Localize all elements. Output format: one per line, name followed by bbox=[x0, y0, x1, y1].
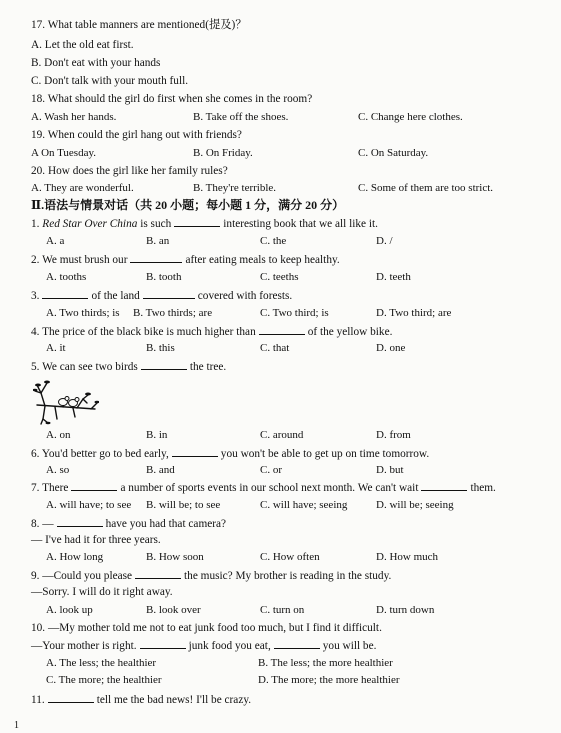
question-text-continued: of the yellow bike. bbox=[307, 326, 393, 338]
answer-blank[interactable] bbox=[57, 516, 103, 527]
answer-blank[interactable] bbox=[143, 288, 195, 299]
answer-option-q20b[interactable]: B. They're terrible. bbox=[193, 182, 277, 194]
question-text: C. Don't talk with your mouth full. bbox=[31, 75, 189, 87]
answer-blank[interactable] bbox=[71, 480, 117, 491]
answer-option-q6b[interactable]: B. and bbox=[146, 464, 175, 476]
question-text-continued: the music? My brother is reading in the study. bbox=[184, 570, 392, 582]
answer-option-q5b[interactable]: B. in bbox=[146, 429, 168, 441]
question-text: 8. — bbox=[31, 518, 54, 530]
answer-option-q9a[interactable]: A. look up bbox=[46, 604, 93, 616]
question-line-q10 bbox=[31, 621, 382, 635]
answer-option-q4d[interactable]: D. one bbox=[376, 342, 406, 354]
question-text: Ⅱ.语法与情景对话（共 20 小题；每小题 1 分，满分 20 分） bbox=[31, 198, 345, 212]
question-line-q8r bbox=[31, 533, 161, 547]
question-text-continued: have you had that camera? bbox=[105, 518, 227, 530]
answer-option-q20c[interactable]: C. Some of them are too strict. bbox=[358, 182, 494, 194]
answer-option-q10a[interactable]: A. The less; the healthier bbox=[46, 657, 157, 669]
question-line-q2 bbox=[31, 252, 340, 267]
question-text: —Sorry. I will do it right away. bbox=[31, 586, 173, 598]
question-text: —Your mother is right. bbox=[31, 640, 137, 652]
answer-blank[interactable] bbox=[421, 480, 467, 491]
answer-option-q20a[interactable]: A. They are wonderful. bbox=[31, 182, 134, 194]
answer-option-q5d[interactable]: D. from bbox=[376, 429, 411, 441]
question-text: — I've had it for three years. bbox=[31, 534, 161, 546]
question-text-continued: you will be. bbox=[322, 640, 377, 652]
answer-option-q8c[interactable]: C. How often bbox=[260, 551, 320, 563]
question-text-continued: after eating meals to keep healthy. bbox=[185, 254, 340, 266]
answer-blank[interactable] bbox=[42, 288, 88, 299]
answer-option-q7c[interactable]: C. will have; seeing bbox=[260, 499, 348, 511]
answer-option-q19a[interactable]: A On Tuesday. bbox=[31, 147, 96, 159]
question-text: 6. You'd better go to bed early, bbox=[31, 448, 169, 460]
answer-option-q3b[interactable]: B. Two thirds; are bbox=[133, 307, 213, 319]
answer-option-q6d[interactable]: D. but bbox=[376, 464, 404, 476]
question-line-q18 bbox=[31, 92, 312, 106]
question-line-q20 bbox=[31, 164, 228, 178]
answer-option-q8a[interactable]: A. How long bbox=[46, 551, 104, 563]
answer-option-q1c[interactable]: C. the bbox=[260, 235, 287, 247]
answer-option-q2c[interactable]: C. teeths bbox=[260, 271, 299, 283]
answer-option-q2a[interactable]: A. tooths bbox=[46, 271, 87, 283]
question-line-q19 bbox=[31, 128, 242, 142]
answer-option-q4c[interactable]: C. that bbox=[260, 342, 290, 354]
question-line-q9r bbox=[31, 585, 173, 599]
question-text: 5. We can see two birds bbox=[31, 361, 138, 373]
question-text: 4. The price of the black bike is much higher than bbox=[31, 326, 256, 338]
question-line-q9 bbox=[31, 568, 391, 583]
answer-option-q6a[interactable]: A. so bbox=[46, 464, 70, 476]
answer-blank[interactable] bbox=[174, 216, 220, 227]
answer-option-q9d[interactable]: D. turn down bbox=[376, 604, 435, 616]
answer-blank[interactable] bbox=[48, 692, 94, 703]
answer-option-q18c[interactable]: C. Change here clothes. bbox=[358, 111, 463, 123]
question-text: B. Don't eat with your hands bbox=[31, 57, 161, 69]
answer-option-q1a[interactable]: A. a bbox=[46, 235, 65, 247]
question-text-continued: a number of sports events in our school next month. We can't wait bbox=[120, 482, 419, 494]
question-text: 18. What should the girl do first when she comes in the room? bbox=[31, 93, 313, 105]
question-line-q1 bbox=[31, 216, 378, 231]
question-line-q6 bbox=[31, 446, 429, 461]
question-text: 19. When could the girl hang out with friends? bbox=[31, 129, 242, 141]
answer-option-q2b[interactable]: B. tooth bbox=[146, 271, 182, 283]
question-text: 9. —Could you please bbox=[31, 570, 133, 582]
question-text-continued: them. bbox=[470, 482, 496, 494]
question-line-q17c bbox=[31, 74, 188, 88]
answer-blank[interactable] bbox=[259, 324, 305, 335]
answer-option-q19b[interactable]: B. On Friday. bbox=[193, 147, 253, 159]
question-text: 10. —My mother told me not to eat junk food too much, but I find it difficult. bbox=[31, 622, 382, 634]
question-text: 2. We must brush our bbox=[31, 254, 128, 266]
answer-option-q18a[interactable]: A. Wash her hands. bbox=[31, 111, 117, 123]
answer-option-q9c[interactable]: C. turn on bbox=[260, 604, 305, 616]
question-line-q11 bbox=[31, 692, 251, 707]
answer-blank[interactable] bbox=[135, 568, 181, 579]
answer-option-q3d[interactable]: D. Two third; are bbox=[376, 307, 452, 319]
answer-option-q10d[interactable]: D. The more; the more healthier bbox=[258, 674, 400, 686]
question-line-q8 bbox=[31, 516, 226, 531]
answer-option-q6c[interactable]: C. or bbox=[260, 464, 282, 476]
question-number: 1. bbox=[31, 218, 43, 230]
page-number: 1 bbox=[14, 720, 19, 731]
answer-option-q10b[interactable]: B. The less; the more healthier bbox=[258, 657, 393, 669]
question-text-continued: junk food you eat, bbox=[188, 640, 271, 652]
answer-blank[interactable] bbox=[130, 252, 182, 263]
answer-blank[interactable] bbox=[140, 638, 186, 649]
answer-option-q2d[interactable]: D. teeth bbox=[376, 271, 411, 283]
answer-option-q4b[interactable]: B. this bbox=[146, 342, 175, 354]
question-text-continued: tell me the bad news! I'll be crazy. bbox=[96, 694, 252, 706]
answer-option-q1d[interactable]: D. / bbox=[376, 235, 393, 247]
answer-option-q8b[interactable]: B. How soon bbox=[146, 551, 204, 563]
book-title: Red Star Over China bbox=[42, 218, 138, 230]
answer-option-q19c[interactable]: C. On Saturday. bbox=[358, 147, 429, 159]
question-text: 20. How does the girl like her family rules? bbox=[31, 165, 228, 177]
question-text-continued: interesting book that we all like it. bbox=[223, 218, 378, 230]
answer-option-q7d[interactable]: D. will be; seeing bbox=[376, 499, 454, 511]
question-line-q4 bbox=[31, 324, 392, 339]
answer-option-q9b[interactable]: B. look over bbox=[146, 604, 201, 616]
question-line-q7 bbox=[31, 480, 496, 495]
answer-option-q7b[interactable]: B. will be; to see bbox=[146, 499, 221, 511]
question-text: is such bbox=[137, 218, 172, 230]
question-text: 11. bbox=[31, 694, 45, 706]
question-text: A. Let the old eat first. bbox=[31, 39, 134, 51]
answer-option-q8d[interactable]: D. How much bbox=[376, 551, 439, 563]
question-line-q17b bbox=[31, 56, 160, 70]
answer-option-q7a[interactable]: A. will have; to see bbox=[46, 499, 132, 511]
question-text-continued: you won't be able to get up on time tomorrow. bbox=[220, 448, 430, 460]
question-line-q10r bbox=[31, 638, 376, 653]
answer-option-q3a[interactable]: A. Two thirds; is bbox=[46, 307, 120, 319]
question-text-continued: the tree. bbox=[189, 361, 227, 373]
question-text-continued: of the land bbox=[91, 290, 140, 302]
question-text-continued: covered with forests. bbox=[197, 290, 293, 302]
answer-blank[interactable] bbox=[141, 359, 187, 370]
answer-option-q18b[interactable]: B. Take off the shoes. bbox=[193, 111, 289, 123]
birds-in-tree-illustration bbox=[33, 375, 99, 425]
question-text: 17. What table manners are mentioned(提及)？ bbox=[31, 19, 247, 31]
answer-option-q1b[interactable]: B. an bbox=[146, 235, 170, 247]
question-line-q17a bbox=[31, 38, 134, 52]
answer-blank[interactable] bbox=[274, 638, 320, 649]
question-line-q17 bbox=[31, 18, 247, 32]
answer-option-q3c[interactable]: C. Two third; is bbox=[260, 307, 329, 319]
question-line-q5 bbox=[31, 359, 226, 374]
answer-option-q10c[interactable]: C. The more; the healthier bbox=[46, 674, 162, 686]
question-text: 3. bbox=[31, 290, 40, 302]
question-text: 7. There bbox=[31, 482, 69, 494]
question-line-sec2 bbox=[31, 198, 344, 212]
question-line-q3 bbox=[31, 288, 292, 303]
answer-blank[interactable] bbox=[172, 446, 218, 457]
answer-option-q5c[interactable]: C. around bbox=[260, 429, 304, 441]
answer-option-q5a[interactable]: A. on bbox=[46, 429, 71, 441]
answer-option-q4a[interactable]: A. it bbox=[46, 342, 66, 354]
